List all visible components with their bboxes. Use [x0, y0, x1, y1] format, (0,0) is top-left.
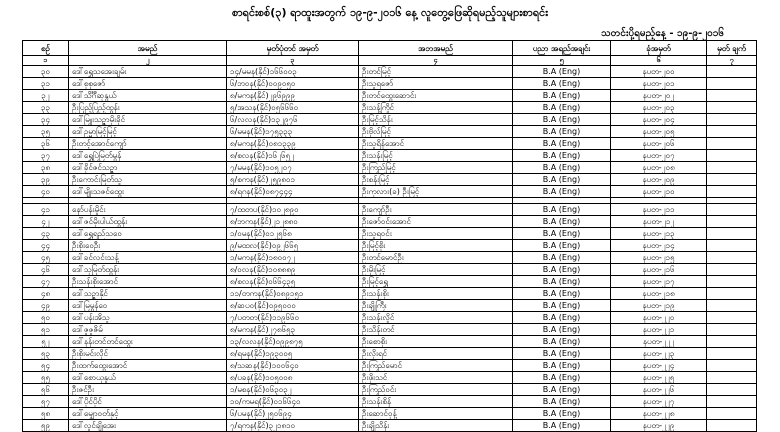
father-name: ဦးမြင့်စိုး [359, 240, 513, 252]
nrc-number: ၉/မထလ(နိုင်)၀၉၂၆၆၅ [227, 240, 359, 252]
table-row [23, 162, 757, 174]
roll-number: နပတ-၂၂၅ [611, 372, 707, 384]
remark-cell [707, 312, 757, 324]
candidate-name: ဦးတင့်အောင်ကျော် [69, 138, 227, 150]
remark-cell [707, 264, 757, 276]
row-number: ၅၂ [23, 336, 69, 348]
candidate-name: ဦးစိုးဝေဦး [69, 240, 227, 252]
row-number: ၄၆ [23, 264, 69, 276]
nrc-number: ၆/ဘဝန(နိုင်)၀၀၉၀၅၀ [227, 78, 359, 90]
roll-number: နပတ-၂၁၉ [611, 300, 707, 312]
father-name: ဦးသန်းစိုး [359, 288, 513, 300]
father-name: ဦးစန်းမြင့် [359, 174, 513, 186]
father-name: ဦးသန်းမြင့် [359, 150, 513, 162]
candidate-name: ဒေါ်ဥမ္မာမြင့်မြင့် [69, 126, 227, 138]
nrc-number: ၁၃/လလန(နိုင်)၀၉၉၈၇၅ [227, 336, 359, 348]
education: B.A (Eng) [513, 360, 611, 372]
table-row [23, 66, 757, 78]
roll-number: နပတ-၂၂၉ [611, 420, 707, 432]
column-index: ၄ [359, 56, 513, 66]
father-name: ဦးသန့်ကြိုင် [359, 102, 513, 114]
father-name: ဦးသိန်းတင် [359, 324, 513, 336]
nrc-number: ၆/ပမန(နိုင်)၂၅၀၆၉၄ [227, 408, 359, 420]
table-row [23, 228, 757, 240]
nrc-number: ၁၄/မမန(နိုင်)၁၆၆၀၀၃ [227, 66, 359, 78]
table-row [23, 102, 757, 114]
candidate-name: ဒေါ်မြမွန်ဝေ [69, 300, 227, 312]
candidate-name: ဦးသန်းစိုးအောင် [69, 276, 227, 288]
father-name: ဦးသူရဇော် [359, 78, 513, 90]
father-name: ဦးကြည်မောင် [359, 360, 513, 372]
education: B.A (Eng) [513, 90, 611, 102]
remark-cell [707, 138, 757, 150]
education: B.A (Eng) [513, 276, 611, 288]
candidate-name: ဒေါ်ခိုင်ဇင်သဉ္ဇာ [69, 162, 227, 174]
father-name: ဦးတင်မြင့် [359, 66, 513, 78]
roll-number: နပတ-၂၁၄ [611, 240, 707, 252]
header-no: စဉ် [23, 41, 69, 56]
roll-number: နပတ-၂၀၄ [611, 114, 707, 126]
candidate-name: ဒေါ်ရွှေသအေးချမ်း [69, 66, 227, 78]
table-body [23, 66, 757, 432]
table-row [23, 300, 757, 312]
nrc-number: ၅/အသန(နိုင်)၀၅၆၆၆၀ [227, 102, 359, 114]
row-number: ၅၀ [23, 312, 69, 324]
nrc-number: ၁၀/ကမရ(နိုင်)၀၁၆၆၄၀ [227, 396, 359, 408]
candidate-name: ဒေါ်ရွှေရည်သဝေ [69, 228, 227, 240]
table-row [23, 348, 757, 360]
father-name: ဦးစောစိုး [359, 336, 513, 348]
father-name: ဦးဆောင်ဝှန့် [359, 408, 513, 420]
father-name: ဦးဗိုလ်မြင့် [359, 126, 513, 138]
roll-number: နပတ-၂၁၅ [611, 252, 707, 264]
nrc-number: ၈/ဆပဝ(နိုင်)၀၉၅၀၀၀ [227, 300, 359, 312]
nrc-number: ၈/မကန(နိုင်)၂၇၈၆၅၃ [227, 324, 359, 336]
table-row [23, 396, 757, 408]
candidate-name: ဒေါ်သုမြတ်ထွန်း [69, 264, 227, 276]
candidate-name: ဦးကောင်းမြတ်သူ [69, 174, 227, 186]
roll-number: နပတ-၂၀၁ [611, 78, 707, 90]
row-number: ၄၄ [23, 240, 69, 252]
nrc-number: ၇/ထတပ(နိုင်)၁၀၂၈၉၀ [227, 204, 359, 216]
nrc-number: ၈/ဘကန(နိုင်)၂၁၂၈၈၀ [227, 216, 359, 228]
row-number: ၄၉ [23, 300, 69, 312]
header-education: ပညာ အရည်အချင်း [513, 41, 611, 56]
nrc-number: ၈/ရမန(နိုင်)၁၉၃၀၀၅ [227, 348, 359, 360]
roll-number: နပတ-၂၀၃ [611, 102, 707, 114]
education: B.A (Eng) [513, 186, 611, 198]
remark-cell [707, 408, 757, 420]
nrc-number: ၈/ပခန(နိုင်)၁၀၅၀၀၈ [227, 372, 359, 384]
education: B.A (Eng) [513, 408, 611, 420]
candidate-table [22, 40, 757, 432]
father-name: ဦးကုလား(ခ) ဦးမြင့် [359, 186, 513, 198]
candidate-name: ဒေါ်မျှောဝတ်နှင့် [69, 408, 227, 420]
father-name: ဦးတင်ထွေးဆောင်း [359, 90, 513, 102]
nrc-number: ၈/မကန(နိုင်)၀၈၁၃၃၉ [227, 138, 359, 150]
remark-cell [707, 420, 757, 432]
education: B.A (Eng) [513, 216, 611, 228]
remark-cell [707, 324, 757, 336]
education: B.A (Eng) [513, 66, 611, 78]
remark-cell [707, 240, 757, 252]
candidate-name: ဒေါ်နန်းတင်တင်ထွေး [69, 336, 227, 348]
row-number: ၃၅ [23, 126, 69, 138]
candidate-name: ဒေါ်မျိုးသဇင်ထွေး [69, 186, 227, 198]
remark-cell [707, 174, 757, 186]
remark-cell [707, 336, 757, 348]
remark-cell [707, 360, 757, 372]
row-number: ၃၄ [23, 114, 69, 126]
father-name: ဦးဇော်ဝင်းအောင် [359, 216, 513, 228]
nrc-number: ၇/မမန(နိုင်)၁၀၅၂၀၇ [227, 162, 359, 174]
education: B.A (Eng) [513, 78, 611, 90]
nrc-number: ၁၁/တကန(နိုင်)၀၈၉၁၅၁ [227, 288, 359, 300]
roll-number: နပတ-၂၀၆ [611, 138, 707, 150]
roll-number: နပတ-၂၂၃ [611, 348, 707, 360]
candidate-name: ဒေါ်စုစုဇော် [69, 78, 227, 90]
remark-cell [707, 276, 757, 288]
table-row [23, 420, 757, 432]
education: B.A (Eng) [513, 228, 611, 240]
education: B.A (Eng) [513, 114, 611, 126]
table-row [23, 384, 757, 396]
candidate-name: ဒေါ်ဇူဇူဇိမ် [69, 324, 227, 336]
candidate-name: ဒေါ်ပိုင်ပိုင် [69, 396, 227, 408]
column-index: ၇ [707, 56, 757, 66]
father-name: ဦးသန်းလှိုင် [359, 312, 513, 324]
father-name: ဦးသူရိန်အောင် [359, 138, 513, 150]
candidate-name: ဒေါ်သိင်္ဂီဆုနွယ် [69, 90, 227, 102]
candidate-name: နော်ပန်းမှိုင်း [69, 204, 227, 216]
nrc-number: ၁/ဝမန(နိုင်)၀၁၂၅၆၈ [227, 228, 359, 240]
row-number: ၄၀ [23, 186, 69, 198]
row-number: ၃၃ [23, 102, 69, 114]
column-index: ၂ [69, 56, 227, 66]
remark-cell [707, 66, 757, 78]
roll-number: နပတ-၂၂၁ [611, 324, 707, 336]
row-number: ၃၀ [23, 66, 69, 78]
roll-number: နပတ-၂၁၆ [611, 264, 707, 276]
father-name: ဦးလိုးရင် [359, 348, 513, 360]
father-name: ဦးသန်းစိန် [359, 396, 513, 408]
table-row [23, 240, 757, 252]
row-number: ၅၄ [23, 360, 69, 372]
education: B.A (Eng) [513, 102, 611, 114]
roll-number: နပတ-၂၂၂ [611, 336, 707, 348]
table-row [23, 78, 757, 90]
education: B.A (Eng) [513, 288, 611, 300]
table-row [23, 312, 757, 324]
table-row [23, 90, 757, 102]
table-row [23, 216, 757, 228]
roll-number: နပတ-၂၀၇ [611, 150, 707, 162]
remark-cell [707, 126, 757, 138]
column-index: ၁ [23, 56, 69, 66]
roll-number: နပတ-၂၁၈ [611, 288, 707, 300]
table-row [23, 360, 757, 372]
remark-cell [707, 216, 757, 228]
column-index: ၅ [513, 56, 611, 66]
row-number: ၅၃ [23, 348, 69, 360]
row-number: ၄၅ [23, 252, 69, 264]
table-row [23, 204, 757, 216]
table-row [23, 408, 757, 420]
column-index: ၃ [227, 56, 359, 66]
candidate-name: ဒေါ်သဉ္ဇာနိုင် [69, 288, 227, 300]
row-number: ၃၁ [23, 78, 69, 90]
education: B.A (Eng) [513, 384, 611, 396]
nrc-number: ၈/စလန(နိုင်)၁၆၂၆၅၂ [227, 150, 359, 162]
roll-number: နပတ-၂၀၂ [611, 90, 707, 102]
education: B.A (Eng) [513, 240, 611, 252]
row-number: ၅၅ [23, 372, 69, 384]
row-number: ၄၃ [23, 228, 69, 240]
father-name: ဦးကျော်ဦး [359, 204, 513, 216]
row-number: ၃၇ [23, 150, 69, 162]
roll-number: နပတ-၂၁၂ [611, 216, 707, 228]
table-row [23, 288, 757, 300]
table-row [23, 138, 757, 150]
remark-cell [707, 114, 757, 126]
candidate-name: ဒေါ်စောယုနှုယ် [69, 372, 227, 384]
father-name: ဦးသူရဝင်း [359, 228, 513, 240]
nrc-number: ၇/ပတတ(နိုင်)၁၁၉၆၆၀ [227, 312, 359, 324]
father-name: ဦးချိုသိန်း [359, 420, 513, 432]
roll-number: နပတ-၂၂၆ [611, 384, 707, 396]
header-roll: ခုံအမှတ် [611, 41, 707, 56]
remark-cell [707, 150, 757, 162]
remark-cell [707, 78, 757, 90]
candidate-name: ဒေါ်မြူးသဉ္ဇာမိုးခိုင် [69, 114, 227, 126]
interview-date: သတင်းပို့ရမည့်နေ့ - ၁၉-၉-၂၀၁၆ [601, 28, 724, 39]
header-name: အမည် [69, 41, 227, 56]
education: B.A (Eng) [513, 174, 611, 186]
table-row [23, 252, 757, 264]
row-number: ၅၉ [23, 420, 69, 432]
row-number: ၄၂ [23, 216, 69, 228]
nrc-number: ၆/လလန(နိုင်)၁၃၂၉၇၆ [227, 114, 359, 126]
table-row [23, 372, 757, 384]
education: B.A (Eng) [513, 252, 611, 264]
education: B.A (Eng) [513, 372, 611, 384]
document-title: စာရင်းစစ်(၃) ရာထူးအတွက် ၁၉-၉-၂၀၁၆ နေ့ လူတွေ့ဖြေဆိုရမည့်သူများစာရင်း [231, 6, 549, 19]
table-row [23, 174, 757, 186]
roll-number: နပတ-၂၀၅ [611, 126, 707, 138]
candidate-name: ဦးထက်ထွေးအောင် [69, 360, 227, 372]
table-row [23, 126, 757, 138]
education: B.A (Eng) [513, 324, 611, 336]
roll-number: နပတ-၂၂၀ [611, 312, 707, 324]
table-row [23, 186, 757, 198]
nrc-number: ၈/မကန(နိုင်)၂၉၆၉၉၉ [227, 90, 359, 102]
table-row [23, 264, 757, 276]
nrc-number: ၆/မမန(နိုင်)၁၇၅၃၃၃ [227, 126, 359, 138]
candidate-name: ဒေါ်ခင်လင်းသန့် [69, 252, 227, 264]
father-name: ဦးချိုကြီး [359, 300, 513, 312]
father-name: ဦးမိုးမြင့် [359, 264, 513, 276]
candidate-name: ဒေါ်ရွှေပြဲမြတ်မွန် [69, 150, 227, 162]
row-number: ၃၈ [23, 162, 69, 174]
roll-number: နပတ-၂၁၃ [611, 228, 707, 240]
row-number: ၅၇ [23, 396, 69, 408]
nrc-number: ၁/မစန(နိုင်)၀၆၃၀၃၂ [227, 384, 359, 396]
column-index-row [23, 56, 757, 66]
table-row [23, 150, 757, 162]
education: B.A (Eng) [513, 312, 611, 324]
remark-cell [707, 384, 757, 396]
education: B.A (Eng) [513, 204, 611, 216]
remark-cell [707, 204, 757, 216]
education: B.A (Eng) [513, 162, 611, 174]
nrc-number: ၈/ရဂန(နိုင်)၀၈၇၄၄၄ [227, 186, 359, 198]
row-number: ၃၆ [23, 138, 69, 150]
father-name: ဦးကြည်ဝင်း [359, 384, 513, 396]
education: B.A (Eng) [513, 138, 611, 150]
table-row [23, 336, 757, 348]
remark-cell [707, 102, 757, 114]
row-number: ၄၇ [23, 276, 69, 288]
education: B.A (Eng) [513, 264, 611, 276]
nrc-number: ၈/စလန(နိုင်)၀၆၆၄၃၅ [227, 276, 359, 288]
row-number: ၄၁ [23, 204, 69, 216]
roll-number: နပတ-၂၀၉ [611, 174, 707, 186]
remark-cell [707, 300, 757, 312]
column-index: ၆ [611, 56, 707, 66]
roll-number: နပတ-၂၁၁ [611, 204, 707, 216]
father-name: ဦးဖိုးသင် [359, 372, 513, 384]
candidate-name: ဒေါ်လှုင်ချိုအေး [69, 420, 227, 432]
remark-cell [707, 162, 757, 174]
table-row [23, 114, 757, 126]
remark-cell [707, 252, 757, 264]
roll-number: နပတ-၂၁၇ [611, 276, 707, 288]
remark-cell [707, 228, 757, 240]
nrc-number: ၈/ဝလန(နိုင်)၁၀၈၈၈၉ [227, 264, 359, 276]
row-number: ၃၂ [23, 90, 69, 102]
row-number: ၅၆ [23, 384, 69, 396]
nrc-number: ၅/စကန(နိုင်)၂၅၉၈၀၁ [227, 174, 359, 186]
father-name: ဦးတင်မောင်ဦး [359, 252, 513, 264]
roll-number: နပတ-၂၂၄ [611, 360, 707, 372]
education: B.A (Eng) [513, 300, 611, 312]
education: B.A (Eng) [513, 150, 611, 162]
roll-number: နပတ-၂၂၈ [611, 408, 707, 420]
education: B.A (Eng) [513, 126, 611, 138]
row-number: ၃၉ [23, 174, 69, 186]
candidate-name: ဒေါ်ဇင်မိုးပါယ်ထွန်း [69, 216, 227, 228]
father-name: ဦးမြင့်ရွှေ [359, 276, 513, 288]
header-nrc: မှတ်ပုံတင် အမှတ် [227, 41, 359, 56]
education: B.A (Eng) [513, 336, 611, 348]
header-remark: မှတ် ချက် [707, 41, 757, 56]
row-number: ၅၈ [23, 408, 69, 420]
nrc-number: ၁/မကန(နိုင်)၁၈၀၀၇၂ [227, 252, 359, 264]
candidate-name: ဒေါ်ပန်းအိသူ [69, 312, 227, 324]
roll-number: နပတ-၂၀၀ [611, 66, 707, 78]
remark-cell [707, 396, 757, 408]
roll-number: နပတ-၂၀၈ [611, 162, 707, 174]
nrc-number: ၈/သဆန(နိုင်)၁၀၀၆၄၀ [227, 360, 359, 372]
remark-cell [707, 186, 757, 198]
father-name: ဦးကြည်မြင့် [359, 162, 513, 174]
remark-cell [707, 288, 757, 300]
education: B.A (Eng) [513, 420, 611, 432]
education: B.A (Eng) [513, 348, 611, 360]
remark-cell [707, 90, 757, 102]
remark-cell [707, 348, 757, 360]
remark-cell [707, 372, 757, 384]
candidate-name: ဦးဇင်ဦး [69, 384, 227, 396]
row-number: ၅၁ [23, 324, 69, 336]
table-row [23, 324, 757, 336]
header-father: အဘအမည် [359, 41, 513, 56]
education: B.A (Eng) [513, 396, 611, 408]
father-name: ဦးမြင့်သိန်း [359, 114, 513, 126]
roll-number: နပတ-၂၁၀ [611, 186, 707, 198]
candidate-name: ဦးပြည့်ပြည့်ထွန်း [69, 102, 227, 114]
candidate-name: ဦးစိုးမင်းလိုင် [69, 348, 227, 360]
table-row [23, 276, 757, 288]
row-number: ၄၈ [23, 288, 69, 300]
nrc-number: ၇/ရကန(နိုင်)၃၂၁၈၁၀ [227, 420, 359, 432]
table-header-row [23, 41, 757, 56]
roll-number: နပတ-၂၂၇ [611, 396, 707, 408]
